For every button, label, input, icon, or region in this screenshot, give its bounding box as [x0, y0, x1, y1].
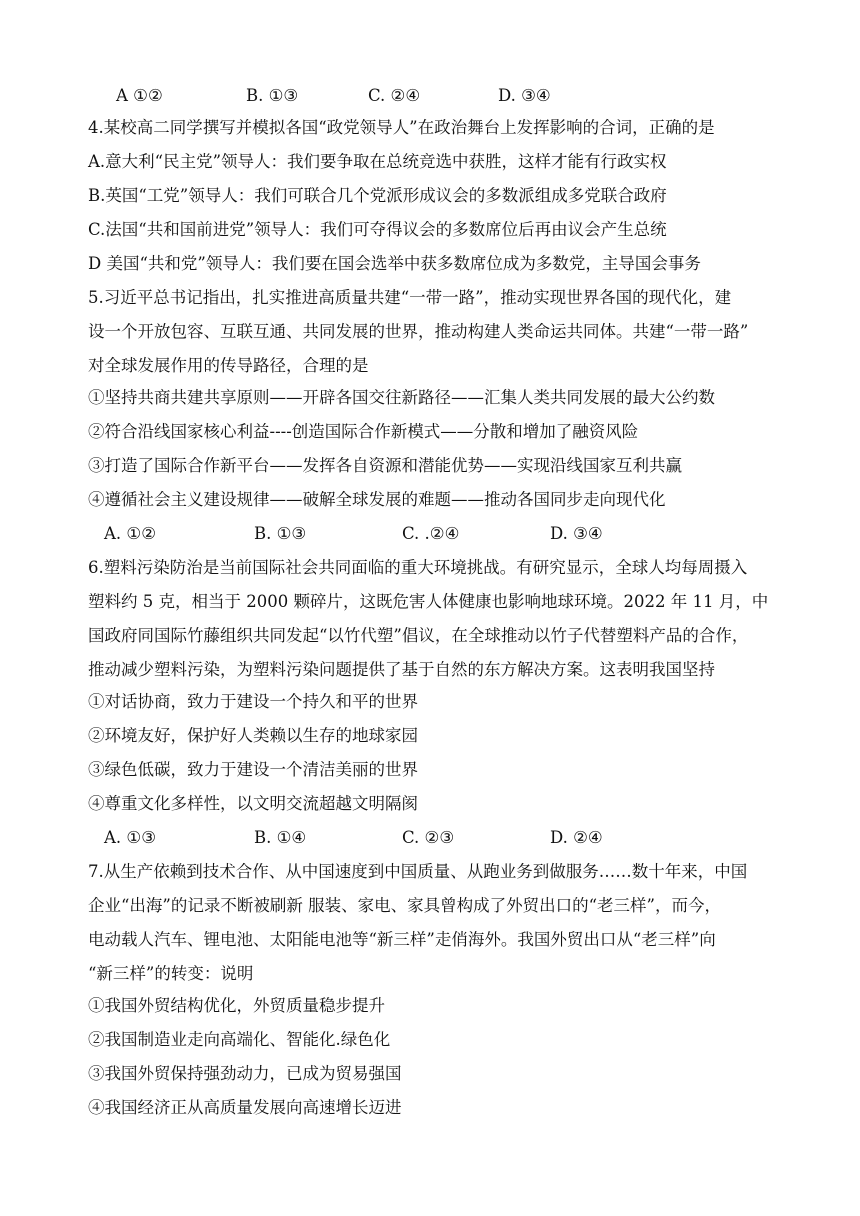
- q4-option-d: D 美国“共和党”领导人：我们要在国会选举中获多数席位成为多数党，主导国会事务: [88, 254, 701, 273]
- q5-stem-line-1: 5.习近平总书记指出，扎实推进高质量共建“一带一路”，推动实现世界各国的现代化，建: [88, 288, 732, 307]
- q5-option-d: D. ③④: [550, 524, 603, 543]
- q5-item-3: ③打造了国际合作新平台——发挥各自资源和潜能优势——实现沿线国家互利共赢: [88, 456, 682, 475]
- q6-item-2: ②环境友好，保护好人类赖以生存的地球家园: [88, 726, 418, 745]
- q6-stem-line-1: 6.塑料污染防治是当前国际社会共同面临的重大环境挑战。有研究显示，全球人均每周摄入: [88, 558, 748, 577]
- q6-stem-line-4: 推动减少塑料污染，为塑料污染问题提供了基于自然的东方解决方案。这表明我国坚持: [88, 660, 715, 679]
- q5-item-2: ②符合沿线国家核心利益----创造国际合作新模式——分散和增加了融资风险: [88, 422, 639, 441]
- q6-item-3: ③绿色低碳，致力于建设一个清洁美丽的世界: [88, 760, 418, 779]
- q3-option-a: A ①②: [116, 86, 163, 105]
- q6-item-4: ④尊重文化多样性，以文明交流超越文明隔阂: [88, 794, 418, 813]
- q7-item-2: ②我国制造业走向高端化、智能化.绿色化: [88, 1030, 391, 1049]
- q5-stem-line-2: 设一个开放包容、互联互通、共同发展的世界，推动构建人类命运共同体。共建“一带一路”: [88, 322, 749, 341]
- q6-stem-line-3: 国政府同国际竹藤组织共同发起“以竹代塑”倡议，在全球推动以竹子代替塑料产品的合作，: [88, 626, 749, 645]
- q6-option-d: D. ②④: [550, 828, 603, 847]
- q5-option-a: A. ①②: [104, 524, 156, 543]
- q7-item-4: ④我国经济正从高质量发展向高速增长迈进: [88, 1098, 402, 1117]
- q6-option-a: A. ①③: [104, 828, 156, 847]
- q3-option-b: B. ①③: [246, 86, 299, 105]
- q7-stem-line-4: “新三样”的转变：说明: [88, 964, 254, 983]
- q4-stem: 4.某校高二同学撰写并模拟各国“政党领导人”在政治舞台上发挥影响的合词，正确的是: [88, 118, 715, 137]
- q5-item-4: ④遵循社会主义建设规律——破解全球发展的难题——推动各国同步走向现代化: [88, 490, 666, 509]
- q7-stem-line-1: 7.从生产依赖到技术合作、从中国速度到中国质量、从跑业务到做服务……数十年来，中国: [88, 862, 748, 881]
- q3-option-d: D. ③④: [498, 86, 551, 105]
- q5-option-c: C. .②④: [402, 524, 460, 543]
- q5-option-b: B. ①③: [254, 524, 307, 543]
- q4-option-b: B.英国“工党”领导人：我们可联合几个党派形成议会的多数派组成多党联合政府: [88, 186, 667, 205]
- q7-item-3: ③我国外贸保持强劲动力，已成为贸易强国: [88, 1064, 402, 1083]
- q4-option-c: C.法国“共和国前进党”领导人：我们可夺得议会的多数席位后再由议会产生总统: [88, 220, 667, 239]
- q4-option-a: A.意大利“民主党”领导人：我们要争取在总统竞选中获胜，这样才能有行政实权: [88, 152, 667, 171]
- q7-item-1: ①我国外贸结构优化，外贸质量稳步提升: [88, 996, 385, 1015]
- q6-option-c: C. ②③: [402, 828, 455, 847]
- q7-stem-line-2: 企业“出海”的记录不断被刷新 服装、家电、家具曾构成了外贸出口的“老三样”，而今，: [88, 896, 721, 915]
- q6-item-1: ①对话协商，致力于建设一个持久和平的世界: [88, 692, 418, 711]
- q6-option-b: B. ①④: [254, 828, 307, 847]
- q3-option-c: C. ②④: [368, 86, 421, 105]
- q7-stem-line-3: 电动载人汽车、锂电池、太阳能电池等“新三样”走俏海外。我国外贸出口从“老三样”向: [88, 930, 716, 949]
- q5-item-1: ①坚持共商共建共享原则——开辟各国交往新路径——汇集人类共同发展的最大公约数: [88, 388, 715, 407]
- q5-stem-line-3: 对全球发展作用的传导路径，合理的是: [88, 356, 369, 375]
- q6-stem-line-2: 塑料约 5 克，相当于 2000 颗碎片，这既危害人体健康也影响地球环境。2022 年 11 月，中: [88, 592, 769, 611]
